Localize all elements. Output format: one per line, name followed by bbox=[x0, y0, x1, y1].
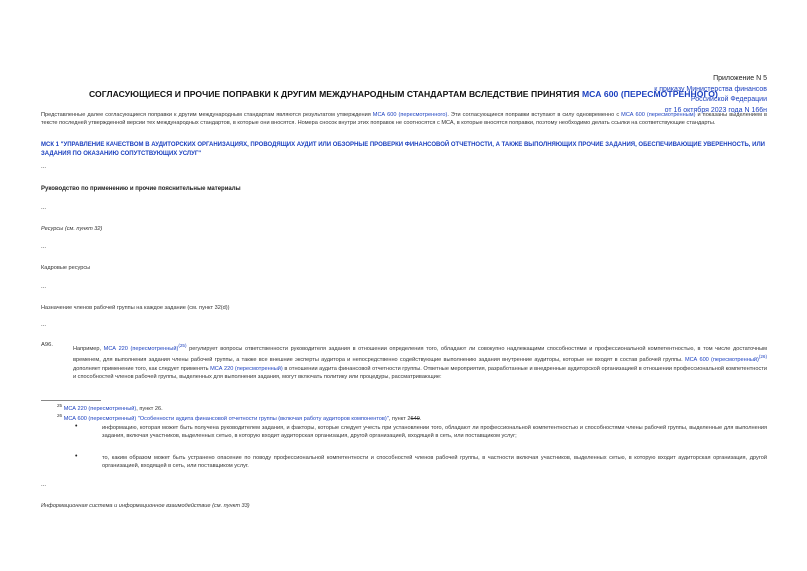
title-text: СОГЛАСУЮЩИЕСЯ И ПРОЧИЕ ПОПРАВКИ К ДРУГИМ МЕЖДУНАРОДНЫМ СТАНДАРТАМ ВСЛЕДСТВИЕ ПРИНЯТИЯ bbox=[89, 89, 580, 99]
guidance-heading: Руководство по применению и прочие пояснительные материалы bbox=[41, 186, 241, 192]
paragraph-number: A96. bbox=[41, 342, 53, 348]
order-link-line3[interactable]: от 16 октября 2023 года N 166н bbox=[664, 106, 767, 114]
ellipsis-2: ... bbox=[41, 205, 47, 211]
footnote-mark-25: 25 bbox=[57, 403, 63, 408]
isa220-link-1[interactable]: МСА 220 (пересмотренный) bbox=[103, 345, 179, 352]
document-title bbox=[0, 89, 807, 99]
intro-isa600-link-1[interactable]: МСА 600 (пересмотренного) bbox=[372, 112, 448, 118]
isa220-link-2[interactable]: МСА 220 (пересмотренный) bbox=[210, 365, 283, 372]
intro-paragraph bbox=[41, 111, 767, 128]
a96-text-1: Например, bbox=[73, 345, 102, 352]
footnote-25-link[interactable]: МСА 220 (пересмотренный) bbox=[63, 405, 137, 412]
isa600-link[interactable]: МСА 600 (пересмотренный) bbox=[684, 357, 759, 364]
footnote-26-text: , пункт 2 bbox=[388, 415, 411, 422]
ellipsis-6: ... bbox=[41, 482, 47, 488]
footnote-26-struck: 649 bbox=[410, 415, 420, 422]
resources-subheading: Ресурсы (см. пункт 32) bbox=[41, 226, 103, 232]
intro-text-2: . Эти согласующиеся поправки вступают в силу одновременно с bbox=[447, 112, 620, 118]
bullet-icon: • bbox=[75, 453, 78, 460]
footnote-25-text: , пункт 26. bbox=[136, 405, 163, 412]
order-link-line2[interactable]: Российской Федерации bbox=[690, 96, 767, 103]
isqm1-heading-link[interactable]: МСК 1 "УПРАВЛЕНИЕ КАЧЕСТВОМ В АУДИТОРСКИХ ОРГАНИЗАЦИЯХ, ПРОВОДЯЩИХ АУДИТ ИЛИ ОБЗОРНЫЕ ПРОВЕРКИ ФИНАНСОВОЙ ОТЧЕТНОСТИ, А ТАКЖЕ ВЫПОЛНЯЮЩИХ ПРОЧИЕ ЗАДАНИЯ, ОБЕСПЕЧИВАЮЩИЕ УВЕРЕННОСТЬ, ИЛИ ЗАДАНИЯ ПО ОКАЗАНИЮ СОПУТСТВУЮЩИХ УСЛУГ" bbox=[41, 142, 765, 157]
footnote-ref-25[interactable]: (25) bbox=[178, 343, 187, 348]
assignment-subheading: Назначение членов рабочей группы на каждое задание (см. пункт 32(d)) bbox=[41, 305, 230, 311]
ellipsis-1: ... bbox=[41, 164, 47, 170]
title-isa600-link[interactable]: МСА 600 (ПЕРЕСМОТРЕННОГО) bbox=[581, 89, 718, 99]
footnote-26-link[interactable]: МСА 600 (пересмотренный) "Особенности аудита финансовой отчетности группы (включая работу аудиторов компонентов)" bbox=[63, 415, 389, 422]
bullet-icon: • bbox=[75, 423, 78, 430]
appendix-number: Приложение N 5 bbox=[713, 75, 767, 82]
a96-text-4: в отношении аудита финансовой отчетности группы. Ответные мероприятия, разработанные и внедренные аудиторской организацией в отношении профессиональной компетентности и способностей членов рабочей группы, выделенных для выполнения задания, могут включать политику или процедуры, рассматривающие: bbox=[73, 365, 767, 380]
ellipsis-3: ... bbox=[41, 244, 47, 250]
footnote-26 bbox=[57, 413, 421, 422]
intro-text-1: Представленные далее согласующиеся поправки к другим международным стандартам являются результатом утверждения bbox=[41, 112, 371, 118]
ellipsis-5: ... bbox=[41, 322, 47, 328]
footnote-ref-26[interactable]: (26) bbox=[758, 354, 768, 360]
bullet-item-2: то, каким образом может быть устранено опасение по поводу профессиональной компетентности и способностей членов рабочей группы, в частности включая участников, выделенных сетью, в которую входит аудиторская организация, другой организацией, входящей в сеть, или поставщиком услуг. bbox=[102, 455, 767, 470]
paragraph-a96 bbox=[73, 342, 767, 381]
intro-isa600-link-2[interactable]: МСА 600 (пересмотренным) bbox=[621, 112, 696, 118]
personnel-subheading: Кадровые ресурсы bbox=[41, 265, 91, 271]
info-system-subheading: Информационная система и информационное взаимодействие (см. пункт 33) bbox=[41, 503, 250, 509]
a96-text-3: дополняет применение того, как следует применять bbox=[73, 365, 209, 372]
footnote-mark-26: 26 bbox=[57, 413, 63, 418]
footnote-divider bbox=[41, 400, 101, 401]
bullet-item-1: информацию, которая может быть получена руководителем задания, и факторы, которые следует учесть при установлении того, обладают ли профессиональной компетентностью и способностями члены рабочей группы, выделенные для выполнения задания, включая участников, выделенных сетью, в которую входит аудиторская организация, другой организацией, входящей в сеть, или поставщиком услуг; bbox=[102, 425, 767, 440]
ellipsis-4: ... bbox=[41, 284, 47, 290]
a96-text-2: регулирует вопросы ответственности руководителя задания в отношении определения того, обладают ли совокупно надлежащими способностями и профессиональной компетентностью, в том числе достаточным временем, для выполнения задания члены рабочей группы, а также все внешние эксперты аудитора и непосредственно содействующие выполнению задания внутренние аудиторы, которые не входят в состав рабочей группы. bbox=[73, 345, 767, 364]
footnote-25 bbox=[57, 403, 163, 412]
order-link-line1[interactable]: к приказу Министерства финансов bbox=[654, 85, 767, 93]
footnote-26-rest: . bbox=[419, 415, 422, 422]
intro-text-3: и показаны выделением в тексте последней утвержденной версии тех международных стандартов, в которые они вносятся. Номера сносок внутри этих поправок не соотносятся с МСА, в которые вносятся поправки, поэтому необходимо делать ссылки на соответствующие стандарты. bbox=[41, 112, 767, 127]
